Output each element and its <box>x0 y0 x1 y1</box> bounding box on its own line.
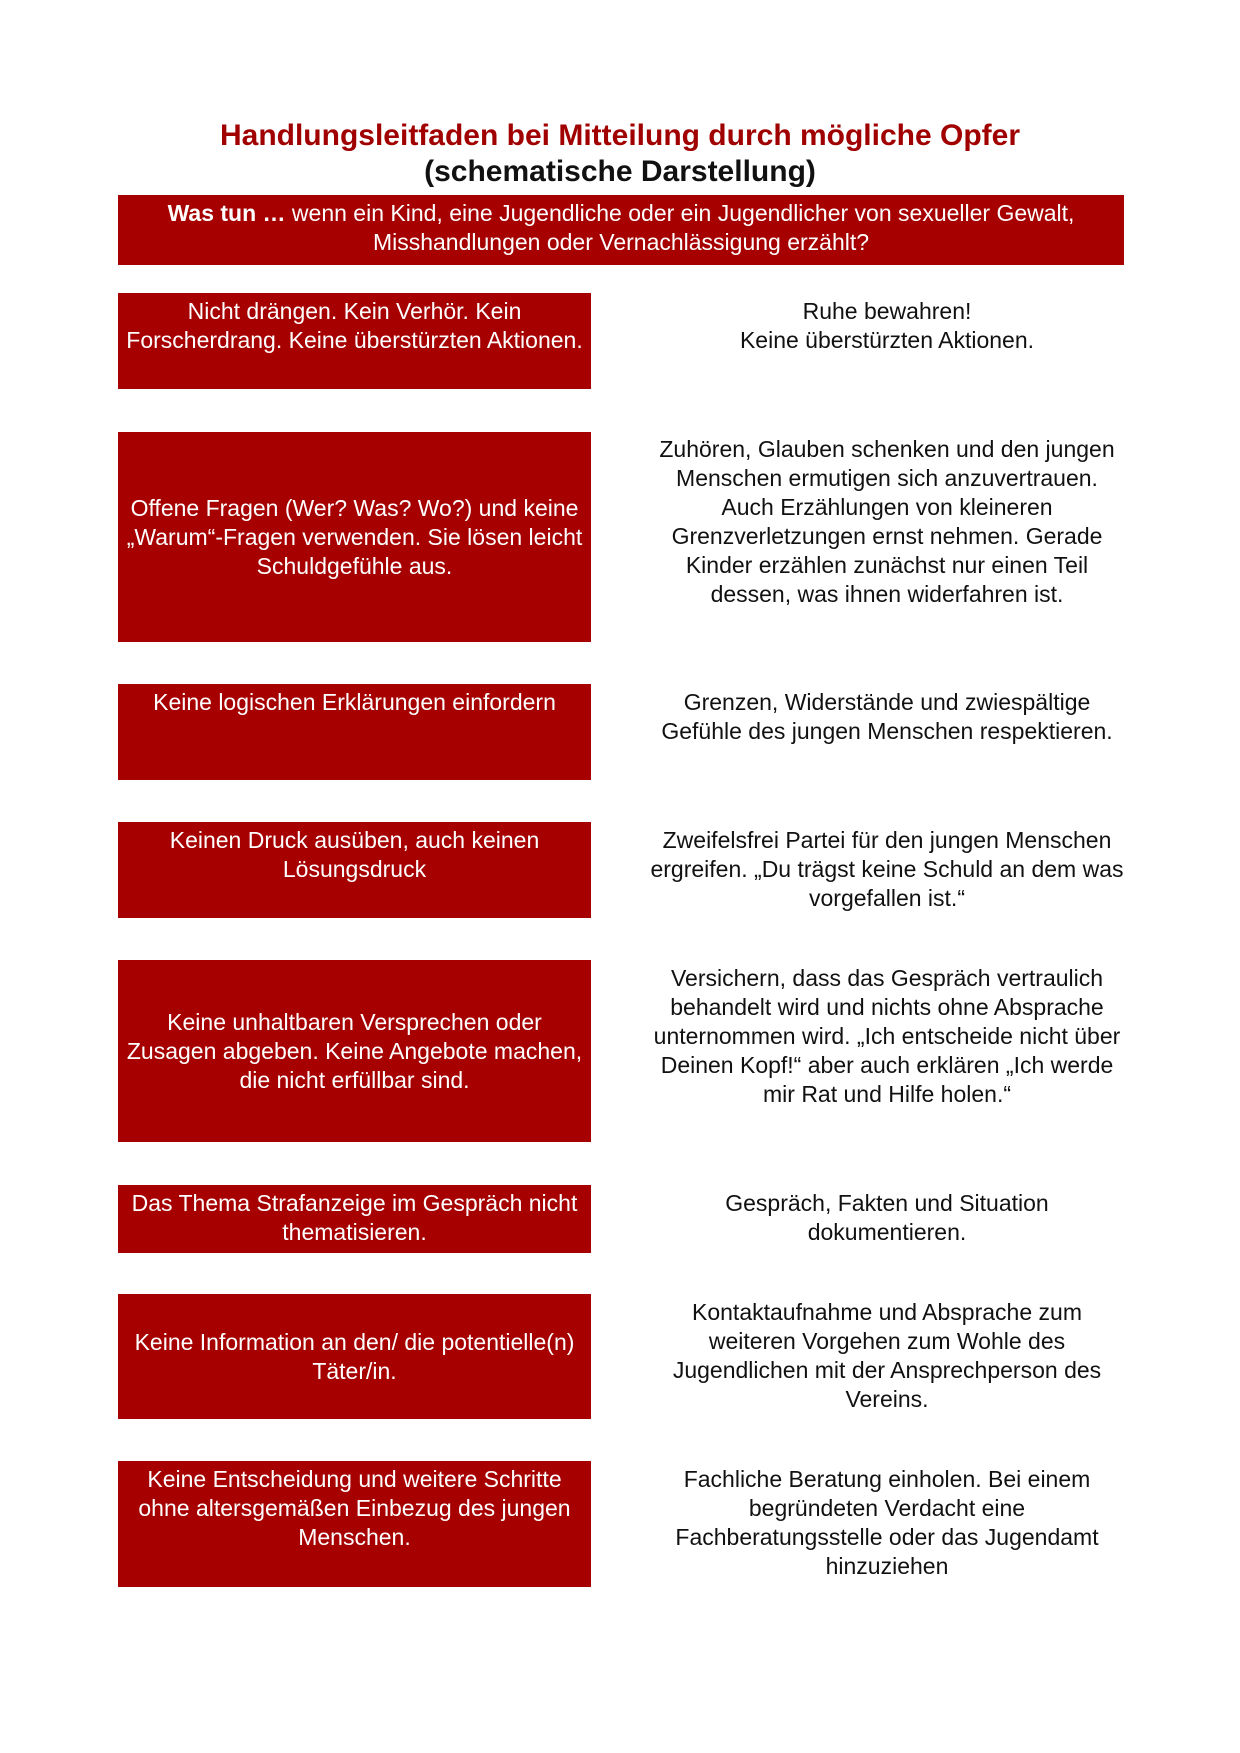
do-text-1: Ruhe bewahren! Keine überstürzten Aktionen. <box>739 298 1035 353</box>
do-text-3: Grenzen, Widerstände und zwiespältige Gefühle des jungen Menschen respektieren. <box>661 689 1113 744</box>
dont-text-7: Keine Information an den/ die potentielle(n) Täter/in. <box>134 1328 575 1384</box>
dont-text-4: Keinen Druck ausüben, auch keinen Lösungsdruck <box>169 827 540 882</box>
intro-text: wenn ein Kind, eine Jugendliche oder ein Jugendlicher von sexueller Gewalt, Misshandlungen oder Vernachlässigung erzählt? <box>285 200 1075 255</box>
dont-text-6: Das Thema Strafanzeige im Gespräch nicht thematisieren. <box>131 1190 578 1245</box>
dont-text-1: Nicht drängen. Kein Verhör. Kein Forscherdrang. Keine überstürzten Aktionen. <box>126 298 583 353</box>
dont-box-7 <box>118 1294 591 1419</box>
dont-text-8: Keine Entscheidung und weitere Schritte ohne altersgemäßen Einbezug des jungen Menschen. <box>138 1466 571 1550</box>
dont-text-3: Keine logischen Erklärungen einfordern <box>153 689 556 715</box>
page-title <box>0 118 1240 190</box>
do-text-2: Zuhören, Glauben schenken und den jungen Menschen ermutigen sich anzuvertrauen. Auch Erzählungen von kleineren Grenzverletzungen ernst nehmen. Gerade Kinder erzählen zunächst nur einen Teil dessen, was ihnen widerfahren ist. <box>659 436 1115 607</box>
dont-box-5 <box>118 960 591 1142</box>
title-line-2: (schematische Darstellung) <box>424 155 816 188</box>
do-text-6: Gespräch, Fakten und Situation dokumentieren. <box>725 1190 1049 1245</box>
dont-box-1 <box>118 293 591 389</box>
do-text-5: Versichern, dass das Gespräch vertraulich behandelt wird und nichts ohne Absprache unternommen wird. „Ich entscheide nicht über Deinen Kopf!“ aber auch erklären „Ich werde mir Rat und Hilfe holen.“ <box>653 965 1121 1107</box>
dont-box-4 <box>118 822 591 918</box>
intro-lead: Was tun … <box>167 200 286 226</box>
title-line-1: Handlungsleitfaden bei Mitteilung durch mögliche Opfer <box>219 119 1021 152</box>
dont-text-2: Offene Fragen (Wer? Was? Wo?) und keine „Warum“-Fragen verwenden. Sie lösen leicht Schuldgefühle aus. <box>126 494 583 579</box>
dont-box-3 <box>118 684 591 780</box>
dont-box-2 <box>118 432 591 642</box>
do-text-8: Fachliche Beratung einholen. Bei einem begründeten Verdacht eine Fachberatungsstelle oder das Jugendamt hinzuziehen <box>675 1466 1099 1579</box>
dont-box-6 <box>118 1185 591 1253</box>
dont-box-8 <box>118 1461 591 1587</box>
do-text-4: Zweifelsfrei Partei für den jungen Menschen ergreifen. „Du trägst keine Schuld an dem was vorgefallen ist.“ <box>650 827 1124 911</box>
do-text-7: Kontaktaufnahme und Absprache zum weiteren Vorgehen zum Wohle des Jugendlichen mit der Ansprechperson des Vereins. <box>672 1299 1102 1412</box>
dont-text-5: Keine unhaltbaren Versprechen oder Zusagen abgeben. Keine Angebote machen, die nicht erfüllbar sind. <box>126 1008 583 1093</box>
intro-box <box>118 195 1124 265</box>
